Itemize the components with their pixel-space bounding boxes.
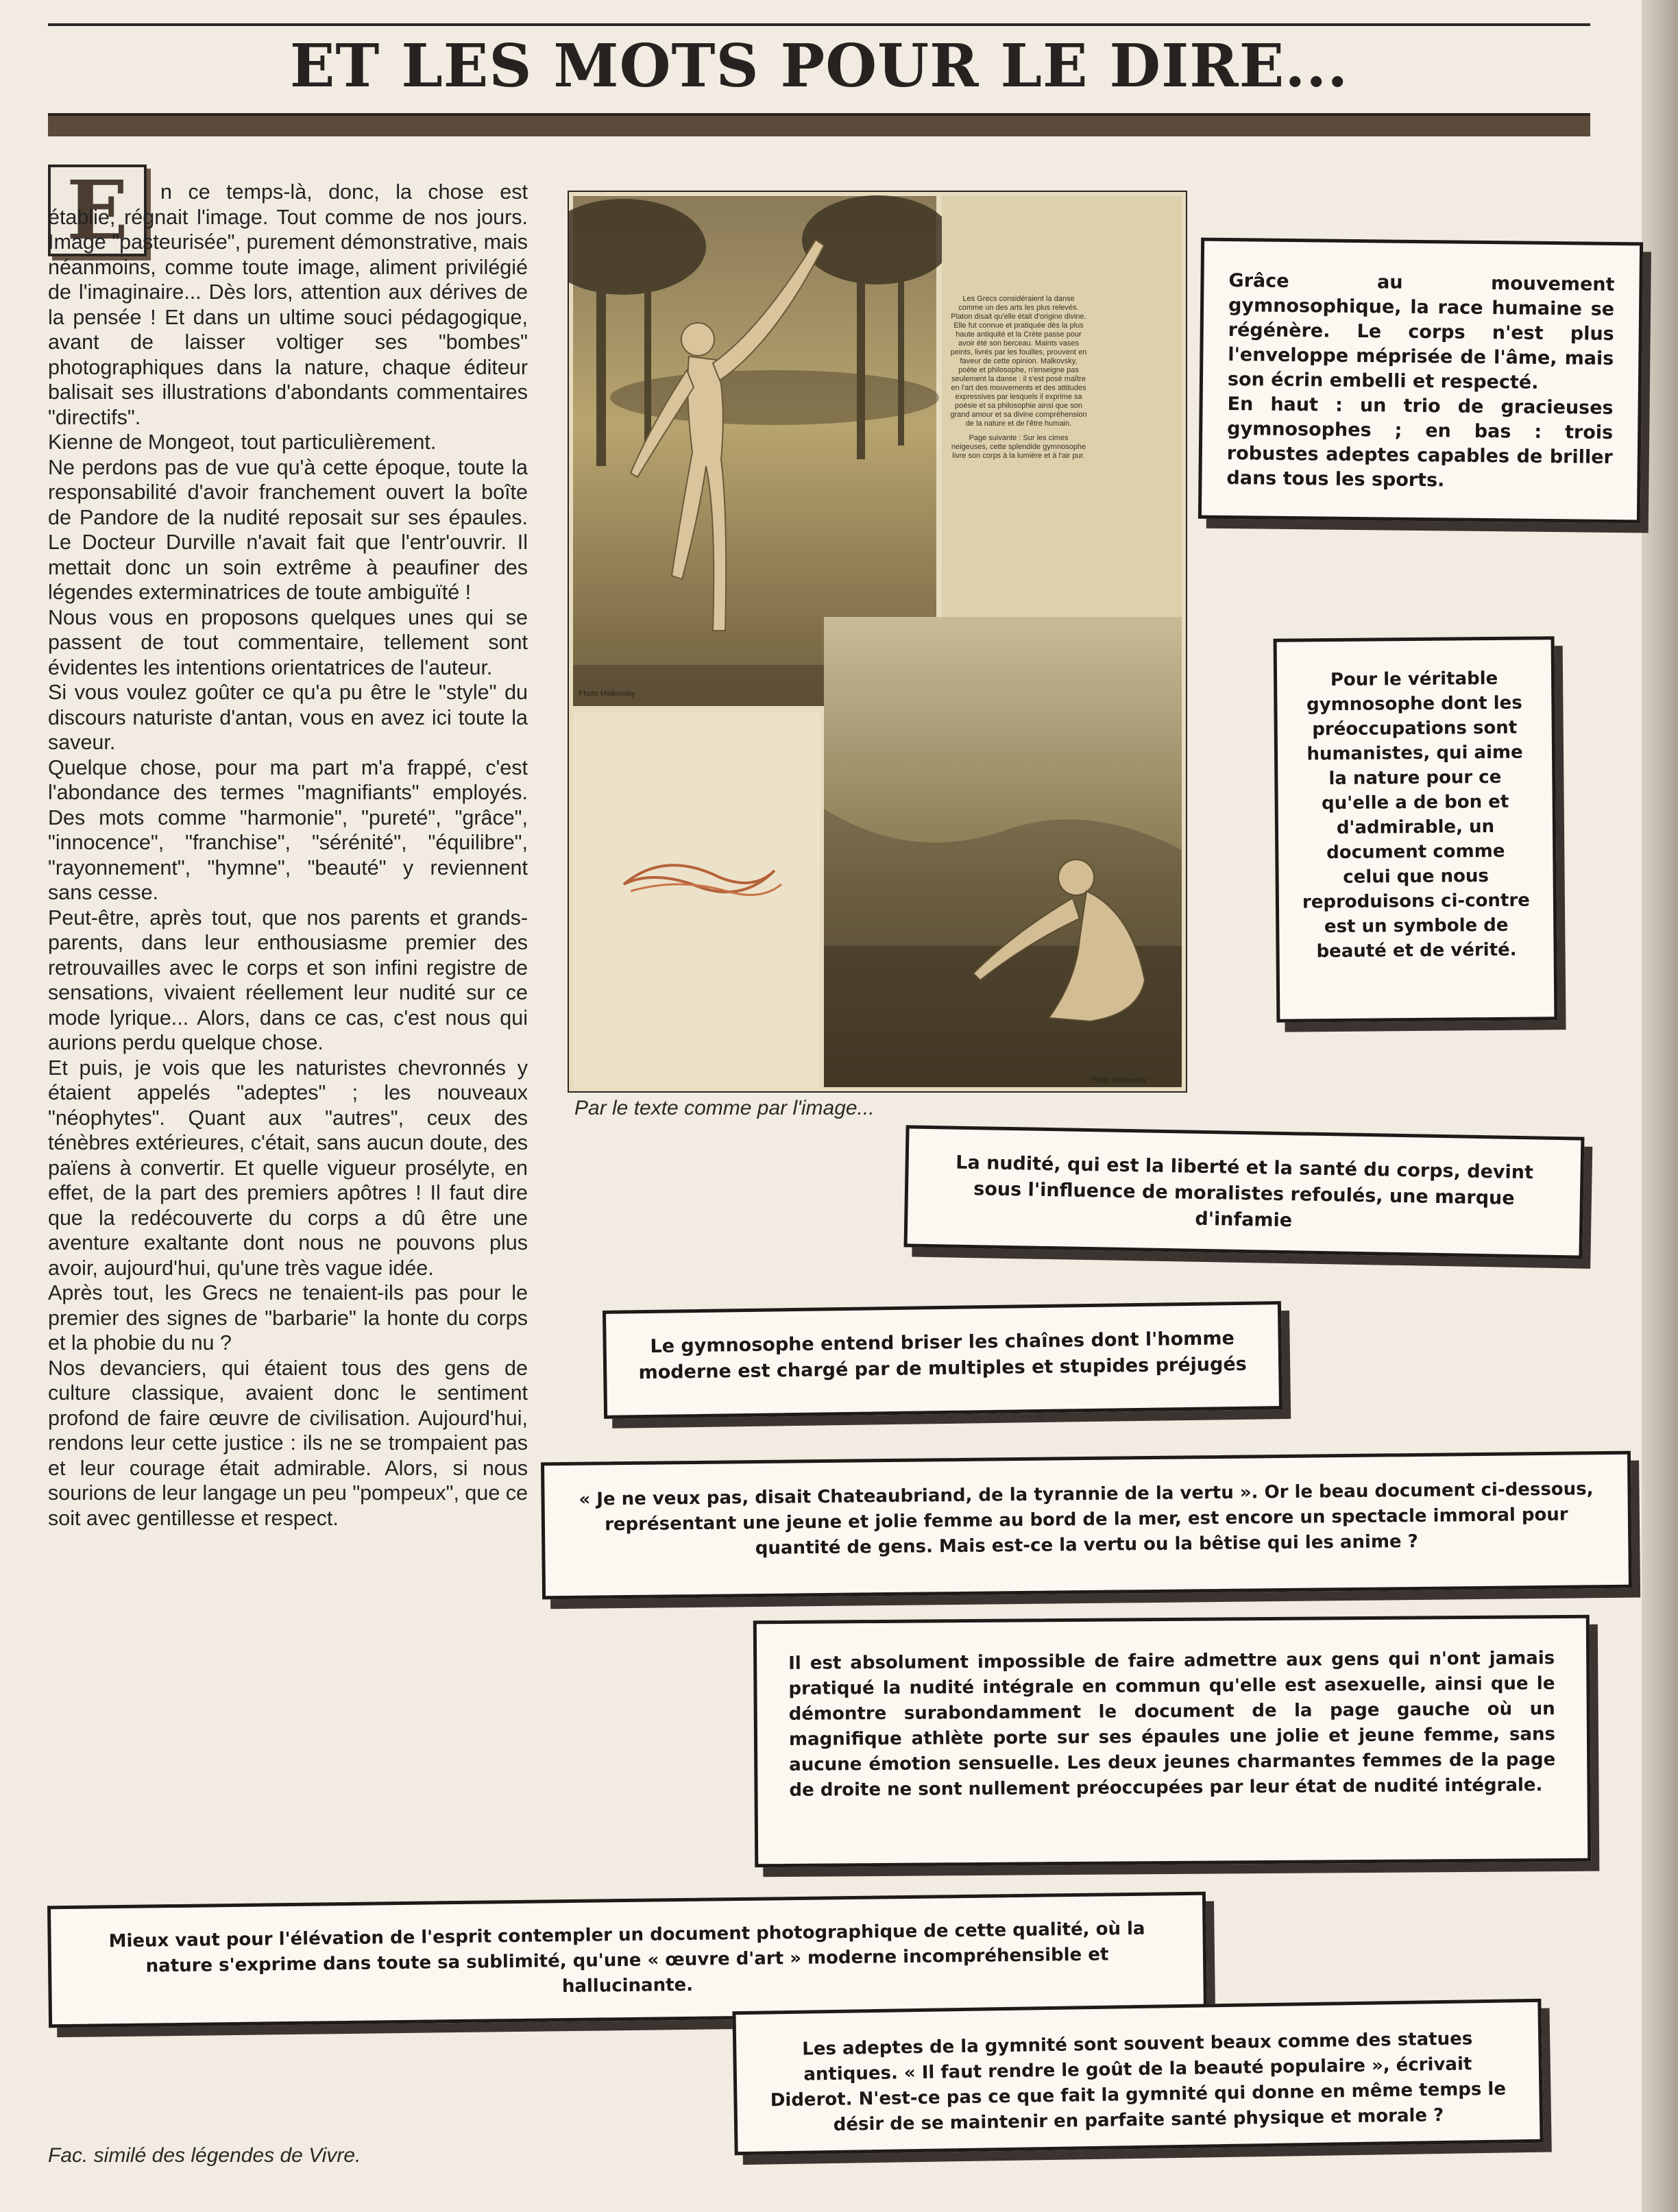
- article-paragraph: Kienne de Mongeot, tout particulièrement.: [48, 430, 437, 454]
- article-paragraph: Si vous voulez goûter ce qu'a pu être le "style" du discours naturiste d'antan, vous en avez ici toute la saveur.: [48, 681, 528, 754]
- photo-credit: Photo Malkovsky: [579, 690, 636, 698]
- page-title: ET LES MOTS POUR LE DIRE...: [289, 32, 1349, 101]
- caption-box-5: « Je ne veux pas, disait Chateaubriand, de la tyrannie de la vertu ». Or le beau document ci-dessous, représentant une jeune et jolie femme au bord de la mer, est encore un spectacle immoral pour quantité de gens. Mais est-ce la vertu ou la bêtise qui les anime ?: [541, 1451, 1632, 1600]
- article-body: [48, 180, 528, 1531]
- caption-box-4: Le gymnosophe entend briser les chaînes dont l'homme moderne est chargé par de multiples et stupides préjugés: [603, 1301, 1282, 1419]
- caption-box-2: Pour le véritable gymnosophe dont les préoccupations sont humanistes, qui aime la nature pour ce qu'elle a de bon et d'admirable, un document comme celui que nous reproduisons ci-contre est un symbole de beauté et de vérité.: [1274, 636, 1558, 1023]
- article-lead: n ce temps-là, donc, la chose est établie, régnait l'image. Tout comme de nos jours. Image "pasteurisée", purement démonstrative, mais néanmoins, comme toute image, aliment privilégié de l'imaginaire... Dès lors, attention aux dérives de la pensée ! Et dans un ultime souci pédagogique, avant de laisser voltiger ses "bombes" photographiques dans la nature, chaque éditeur balisait ses illustrations d'abondants commentaires "directifs".: [48, 180, 528, 429]
- photo-facsimile: [569, 192, 1186, 1091]
- next-page-edge: [1642, 0, 1678, 2212]
- caption-box-3: La nudité, qui est la liberté et la santé du corps, devint sous l'influence de moralistes refoulés, une marque d'infamie: [904, 1125, 1585, 1259]
- article-paragraph: Nos devanciers, qui étaient tous des gens de culture classique, avaient donc le sentiment profond de faire œuvre de civilisation. Aujourd'hui, rendons leur cette justice : ils ne se trompaient pas et leur courage était admirable. Alors, si nous sourions de leur langage un peu "pompeux", que ce soit avec gentillesse et respect.: [48, 1356, 528, 1530]
- footer-caption: Fac. similé des légendes de Vivre.: [48, 2144, 361, 2167]
- article-paragraph: Peut-être, après tout, que nos parents et grands-parents, dans leur enthousiasme premier des retrouvailles avec le corps et son infini registre de sensations, vivaient réellement leur nudité sur ce mode lyrique... Alors, dans ce cas, c'est nous qui aurions perdu quelque chose.: [48, 906, 528, 1054]
- photo-credit: Photo Malkovsky: [1090, 1076, 1147, 1084]
- article-paragraph: Ne perdons pas de vue qu'à cette époque, toute la responsabilité d'avoir franchement ouvert la boîte de Pandore de la nudité reposait sur ses épaules. Le Docteur Durville n'avait fait que l'entr'ouvrir. Il mettait donc un soin extrême à peaufiner des légendes exterminatrices de toute ambiguïté !: [48, 455, 528, 604]
- drop-cap: E: [48, 165, 147, 256]
- inset-text: Les Grecs considéraient la danse comme un des arts les plus relevés. Platon disait qu'elle était d'origine divine. Elle fut connue et pratiquée dès la plus haute antiquité et la Crète passe pour avoir été son berceau. Maints vases peints, livrés par les fouilles, prouvent en faveur de cette opinion. Malkovsky, poète et philosophe, n'enseigne pas seulement la danse : il s'est posé maître en l'art des mouvements et des attitudes expressives par lesquels il exprime sa poésie et sa philosophie ainsi que son grand amour et sa divine compréhension de la nature et de l'être humain.: [950, 295, 1087, 428]
- caption-box-1: Grâce au mouvement gymnosophique, la race humaine se régénère. Le corps n'est plus l'enveloppe méprisée de l'âme, mais son écrin embelli et respecté. En haut : un trio de gracieuses gymnosophes ; en bas : trois robustes adeptes capables de briller dans tous les sports.: [1198, 238, 1643, 524]
- article-paragraph: Après tout, les Grecs ne tenaient-ils pas pour le premier des signes de "barbarie" la honte du corps et la phobie du nu ?: [48, 1281, 528, 1354]
- photo-caption: Par le texte comme par l'image...: [574, 1097, 875, 1119]
- caption-box-6: Il est absolument impossible de faire admettre aux gens qui n'ont jamais pratiqué la nudité intégrale en commun qu'elle est asexuelle, ainsi que le démontre surabondamment le document de la page gauche où un magnifique athlète porte sur ses épaules une jolie et jeune femme, sans aucune émotion sensuelle. Les deux jeunes charmantes femmes de la page de droite ne sont nullement préoccupées par leur état de nudité intégrale.: [753, 1615, 1591, 1868]
- caption-box-7: Mieux vaut pour l'élévation de l'esprit contempler un document photographique de cette qualité, où la nature s'exprime dans toute sa sublimité, qu'une « œuvre d'art » moderne incompréhensible et hallucinante.: [47, 1892, 1207, 2028]
- article-paragraph: Quelque chose, pour ma part m'a frappé, c'est l'abondance des termes "magnifiants" employés. Des mots comme "harmonie", "pureté", "grâce", "innocence", "franchise", "sérénité", "équilibre", "rayonnement", "hymne", "beauté" y reviennent sans cesse.: [48, 755, 528, 904]
- title-underline-bar: [48, 113, 1590, 136]
- photo-collage: [569, 192, 1186, 1091]
- article-paragraph: Nous vous en proposons quelques unes qui se passent de tout commentaire, tellement sont évidentes les intentions orientatrices de l'auteur.: [48, 605, 528, 679]
- inset-note: Page suivante : Sur les cimes neigeuses, cette splendide gymnosophe livre son corps à la lumière et à l'air pur.: [951, 434, 1086, 460]
- article-paragraph: Et puis, je vois que les naturistes chevronnés y étaient appelés "adeptes" ; les nouveaux "néophytes". Quant aux "autres", ceux des ténèbres extérieures, c'était, sans aucun doute, des païens à convertir. Et quelle vigueur prosélyte, en effet, de la part des premiers apôtres ! Il faut dire que la redécouverte du corps a dû être une aventure exaltante dont nous ne pouvons plus avoir, aujourd'hui, qu'une très vague idée.: [48, 1056, 528, 1280]
- top-rule: [48, 23, 1590, 26]
- caption-box-8: Les adeptes de la gymnité sont souvent beaux comme des statues antiques. « Il faut rendre le goût de la beauté populaire », écrivait Diderot. N'est-ce pas ce que fait la gymnité qui donne en même temps le désir de se maintenir en parfaite santé physique et morale ?: [732, 1999, 1543, 2156]
